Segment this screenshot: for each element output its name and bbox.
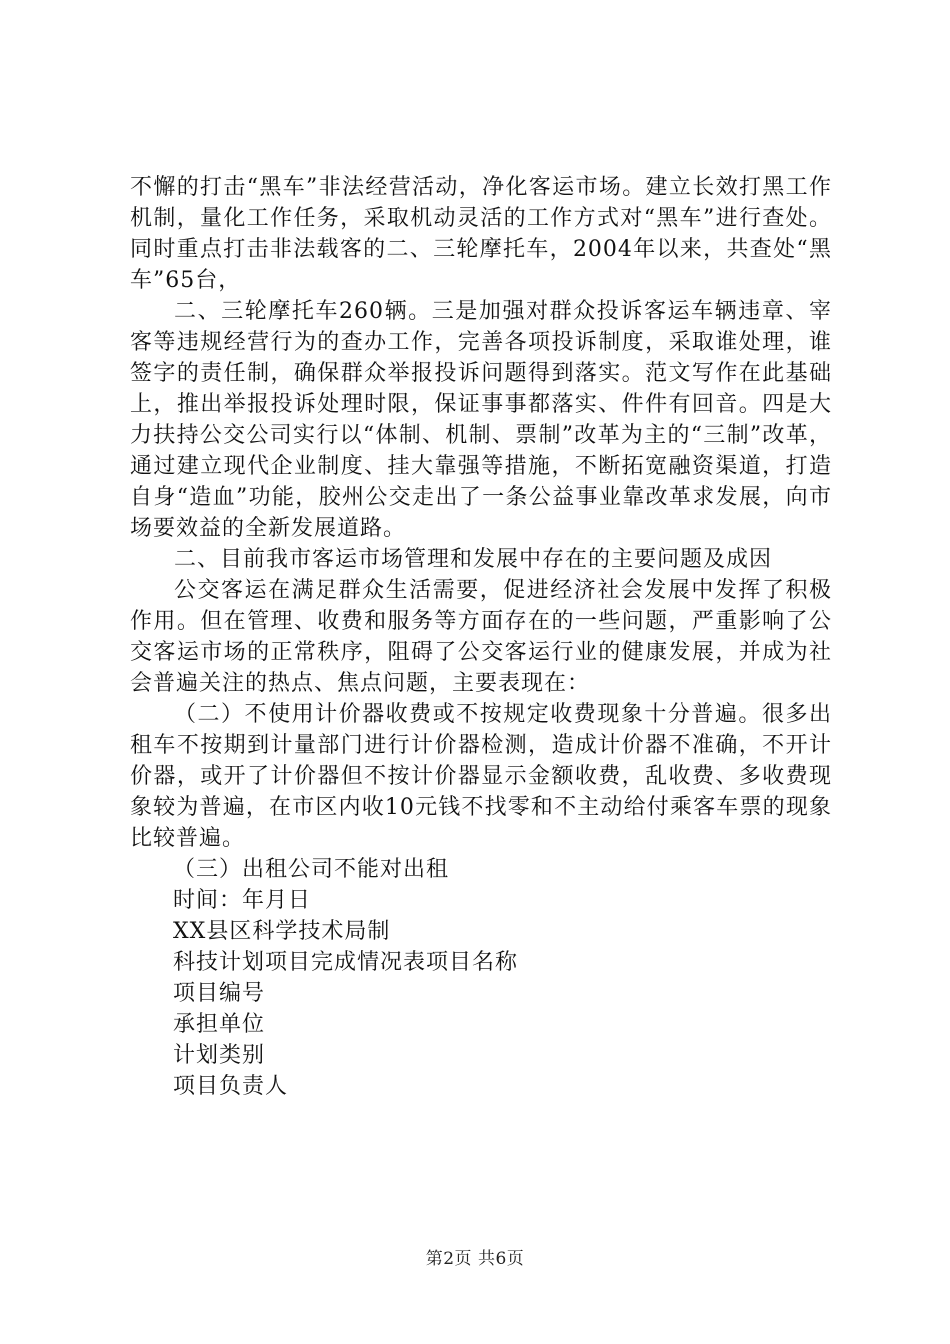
paragraph-3: 公交客运在满足群众生活需要，促进经济社会发展中发挥了积极作用。但在管理、收费和服务等方面存在的一些问题，严重影响了公交客运市场的正常秩序，阻碍了公交客运行业的健康发展，并成为社会普遍关注的热点、焦点问题，主要表现在： xyxy=(130,578,832,696)
section-heading-2: 二、目前我市客运市场管理和发展中存在的主要问题及成因 xyxy=(174,547,773,572)
page-number-footer: 第2页 共6页 xyxy=(425,1249,525,1269)
form-line-plan-category: 计划类别 xyxy=(173,1043,266,1068)
paragraph-4: （二）不使用计价器收费或不按规定收费现象十分普遍。很多出租车不按期到计量部门进行计价器检测，造成计价器不准确，不开计价器，或开了计价器但不按计价器显示金额收费，乱收费、多收费现象较为普遍，在市区内收10元钱不找零和不主动给付乘客车票的现象比较普遍。 xyxy=(130,702,832,851)
form-line-project-number: 项目编号 xyxy=(173,981,266,1006)
form-line-time: 时间：年月日 xyxy=(173,888,312,913)
paragraph-5: （三）出租公司不能对出租 xyxy=(173,857,450,882)
document-body xyxy=(130,172,832,1102)
paragraph-1: 不懈的打击“黑车”非法经营活动，净化客运市场。建立长效打黑工作机制，量化工作任务，采取机动灵活的工作方式对“黑车”进行查处。同时重点打击非法载客的二、三轮摩托车，2004年以来，共查处“黑车”65台， xyxy=(130,175,832,293)
paragraph-2: 二、三轮摩托车260辆。三是加强对群众投诉客运车辆违章、宰客等违规经营行为的查办工作，完善各项投诉制度，采取谁处理，谁签字的责任制，确保群众举报投诉问题得到落实。范文写作在此基础上，推出举报投诉处理时限，保证事事都落实、件件有回音。四是大力扶持公交公司实行以“体制、机制、票制”改革为主的“三制”改革，通过建立现代企业制度、挂大靠强等措施，不断拓宽融资渠道，打造自身“造血”功能，胶州公交走出了一条公益事业靠改革求发展，向市场要效益的全新发展道路。 xyxy=(130,299,832,541)
form-line-project-leader: 项目负责人 xyxy=(173,1074,289,1099)
form-line-issuer: XX县区科学技术局制 xyxy=(173,919,391,944)
form-line-undertaking-unit: 承担单位 xyxy=(173,1012,266,1037)
form-line-form-title: 科技计划项目完成情况表项目名称 xyxy=(173,950,519,975)
